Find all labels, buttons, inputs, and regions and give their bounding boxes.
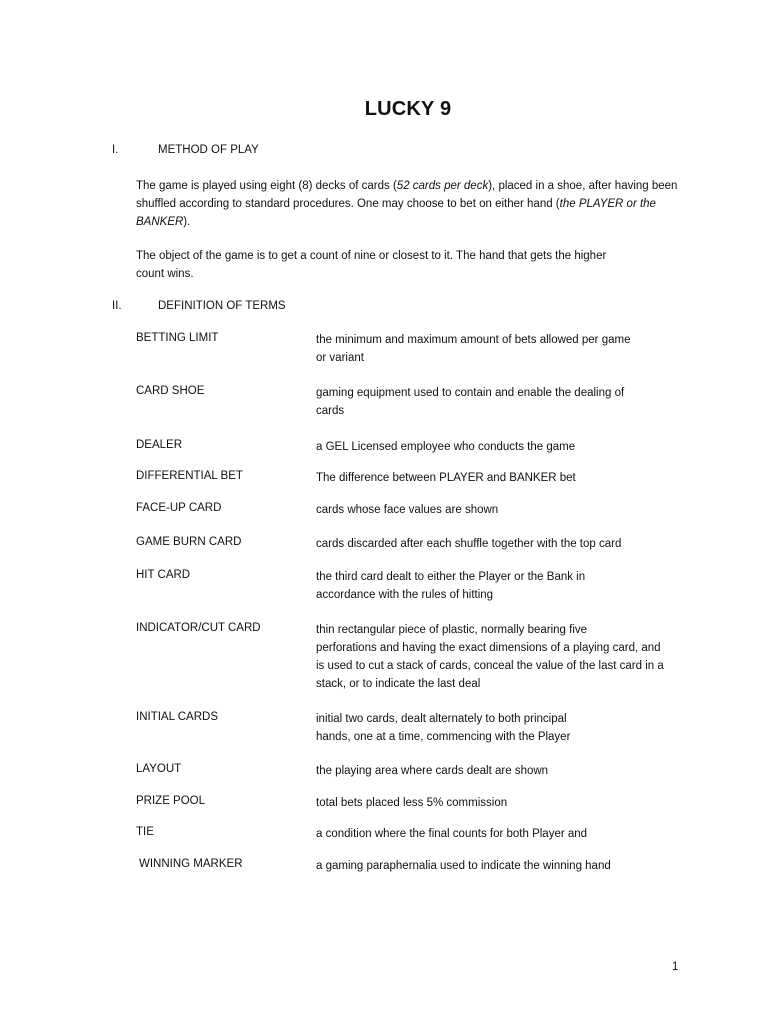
term-label: DIFFERENTIAL BET	[136, 470, 243, 482]
definition-line: is used to cut a stack of cards, conceal the value of the last card in a	[316, 660, 664, 672]
term-definition	[316, 857, 688, 875]
method-paragraph-1	[136, 177, 696, 231]
term-label: TIE	[136, 826, 154, 838]
italic-run: the PLAYER or the BANKER	[136, 198, 656, 228]
definition-line: accordance with the rules of hitting	[316, 589, 494, 601]
term-definition	[316, 469, 688, 487]
definition-line: the playing area where cards dealt are shown	[316, 765, 549, 777]
section-number: II.	[112, 300, 122, 312]
page-title: LUCKY 9	[364, 98, 452, 120]
term-label: INITIAL CARDS	[136, 711, 219, 723]
definition-line: a gaming paraphernalia used to indicate the winning hand	[316, 860, 611, 872]
definition-line: total bets placed less 5% commission	[316, 797, 508, 809]
term-definition	[316, 621, 688, 693]
term-definition	[316, 568, 688, 604]
definition-line: perforations and having the exact dimensions of a playing card, and	[316, 642, 661, 654]
definition-line: gaming equipment used to contain and enable the dealing of	[316, 387, 625, 399]
definition-line: cards	[316, 405, 345, 417]
term-label: INDICATOR/CUT CARD	[136, 622, 261, 634]
term-definition	[316, 438, 688, 456]
term-definition	[316, 384, 688, 420]
term-label: WINNING MARKER	[139, 858, 243, 870]
term-label: LAYOUT	[136, 763, 182, 775]
term-label: BETTING LIMIT	[136, 332, 219, 344]
text-run: The game is played using eight (8) decks of cards (	[136, 180, 397, 192]
definition-line: a GEL Licensed employee who conducts the game	[316, 441, 576, 453]
definition-line: the third card dealt to either the Player or the Bank in	[316, 571, 586, 583]
term-definition	[316, 331, 688, 367]
term-label: DEALER	[136, 439, 183, 451]
paragraph-line: count wins.	[136, 268, 194, 280]
definition-line: cards discarded after each shuffle together with the top card	[316, 538, 622, 550]
definition-line: The difference between PLAYER and BANKER bet	[316, 472, 576, 484]
term-definition	[316, 710, 688, 746]
term-definition	[316, 535, 688, 553]
text-run: ).	[183, 216, 191, 228]
term-label: HIT CARD	[136, 569, 191, 581]
term-definition	[316, 501, 688, 519]
definition-line: thin rectangular piece of plastic, normally bearing five	[316, 624, 588, 636]
term-label: CARD SHOE	[136, 385, 205, 397]
term-definition	[316, 762, 688, 780]
term-label: PRIZE POOL	[136, 795, 206, 807]
paragraph-line: The object of the game is to get a count of nine or closest to it. The hand that gets the higher	[136, 250, 607, 262]
italic-run: 52 cards per deck	[396, 180, 489, 192]
page-number: 1	[672, 961, 679, 973]
definition-line: or variant	[316, 352, 364, 364]
definition-line: a condition where the final counts for both Player and	[316, 828, 588, 840]
definition-line: hands, one at a time, commencing with the Player	[316, 731, 571, 743]
definition-line: initial two cards, dealt alternately to both principal	[316, 713, 567, 725]
term-definition	[316, 825, 688, 843]
term-definition	[316, 794, 688, 812]
method-paragraph-2	[136, 247, 696, 283]
section-heading: DEFINITION OF TERMS	[158, 300, 286, 312]
term-label: FACE-UP CARD	[136, 502, 222, 514]
definition-line: the minimum and maximum amount of bets allowed per game	[316, 334, 631, 346]
definition-line: stack, or to indicate the last deal	[316, 678, 481, 690]
section-heading: METHOD OF PLAY	[158, 144, 259, 156]
term-label: GAME BURN CARD	[136, 536, 242, 548]
definition-line: cards whose face values are shown	[316, 504, 499, 516]
section-number: I.	[112, 144, 119, 156]
text-run: ), placed in a shoe, after having been shuffled according to standard procedures. One may choose to bet on either hand (	[136, 180, 678, 210]
